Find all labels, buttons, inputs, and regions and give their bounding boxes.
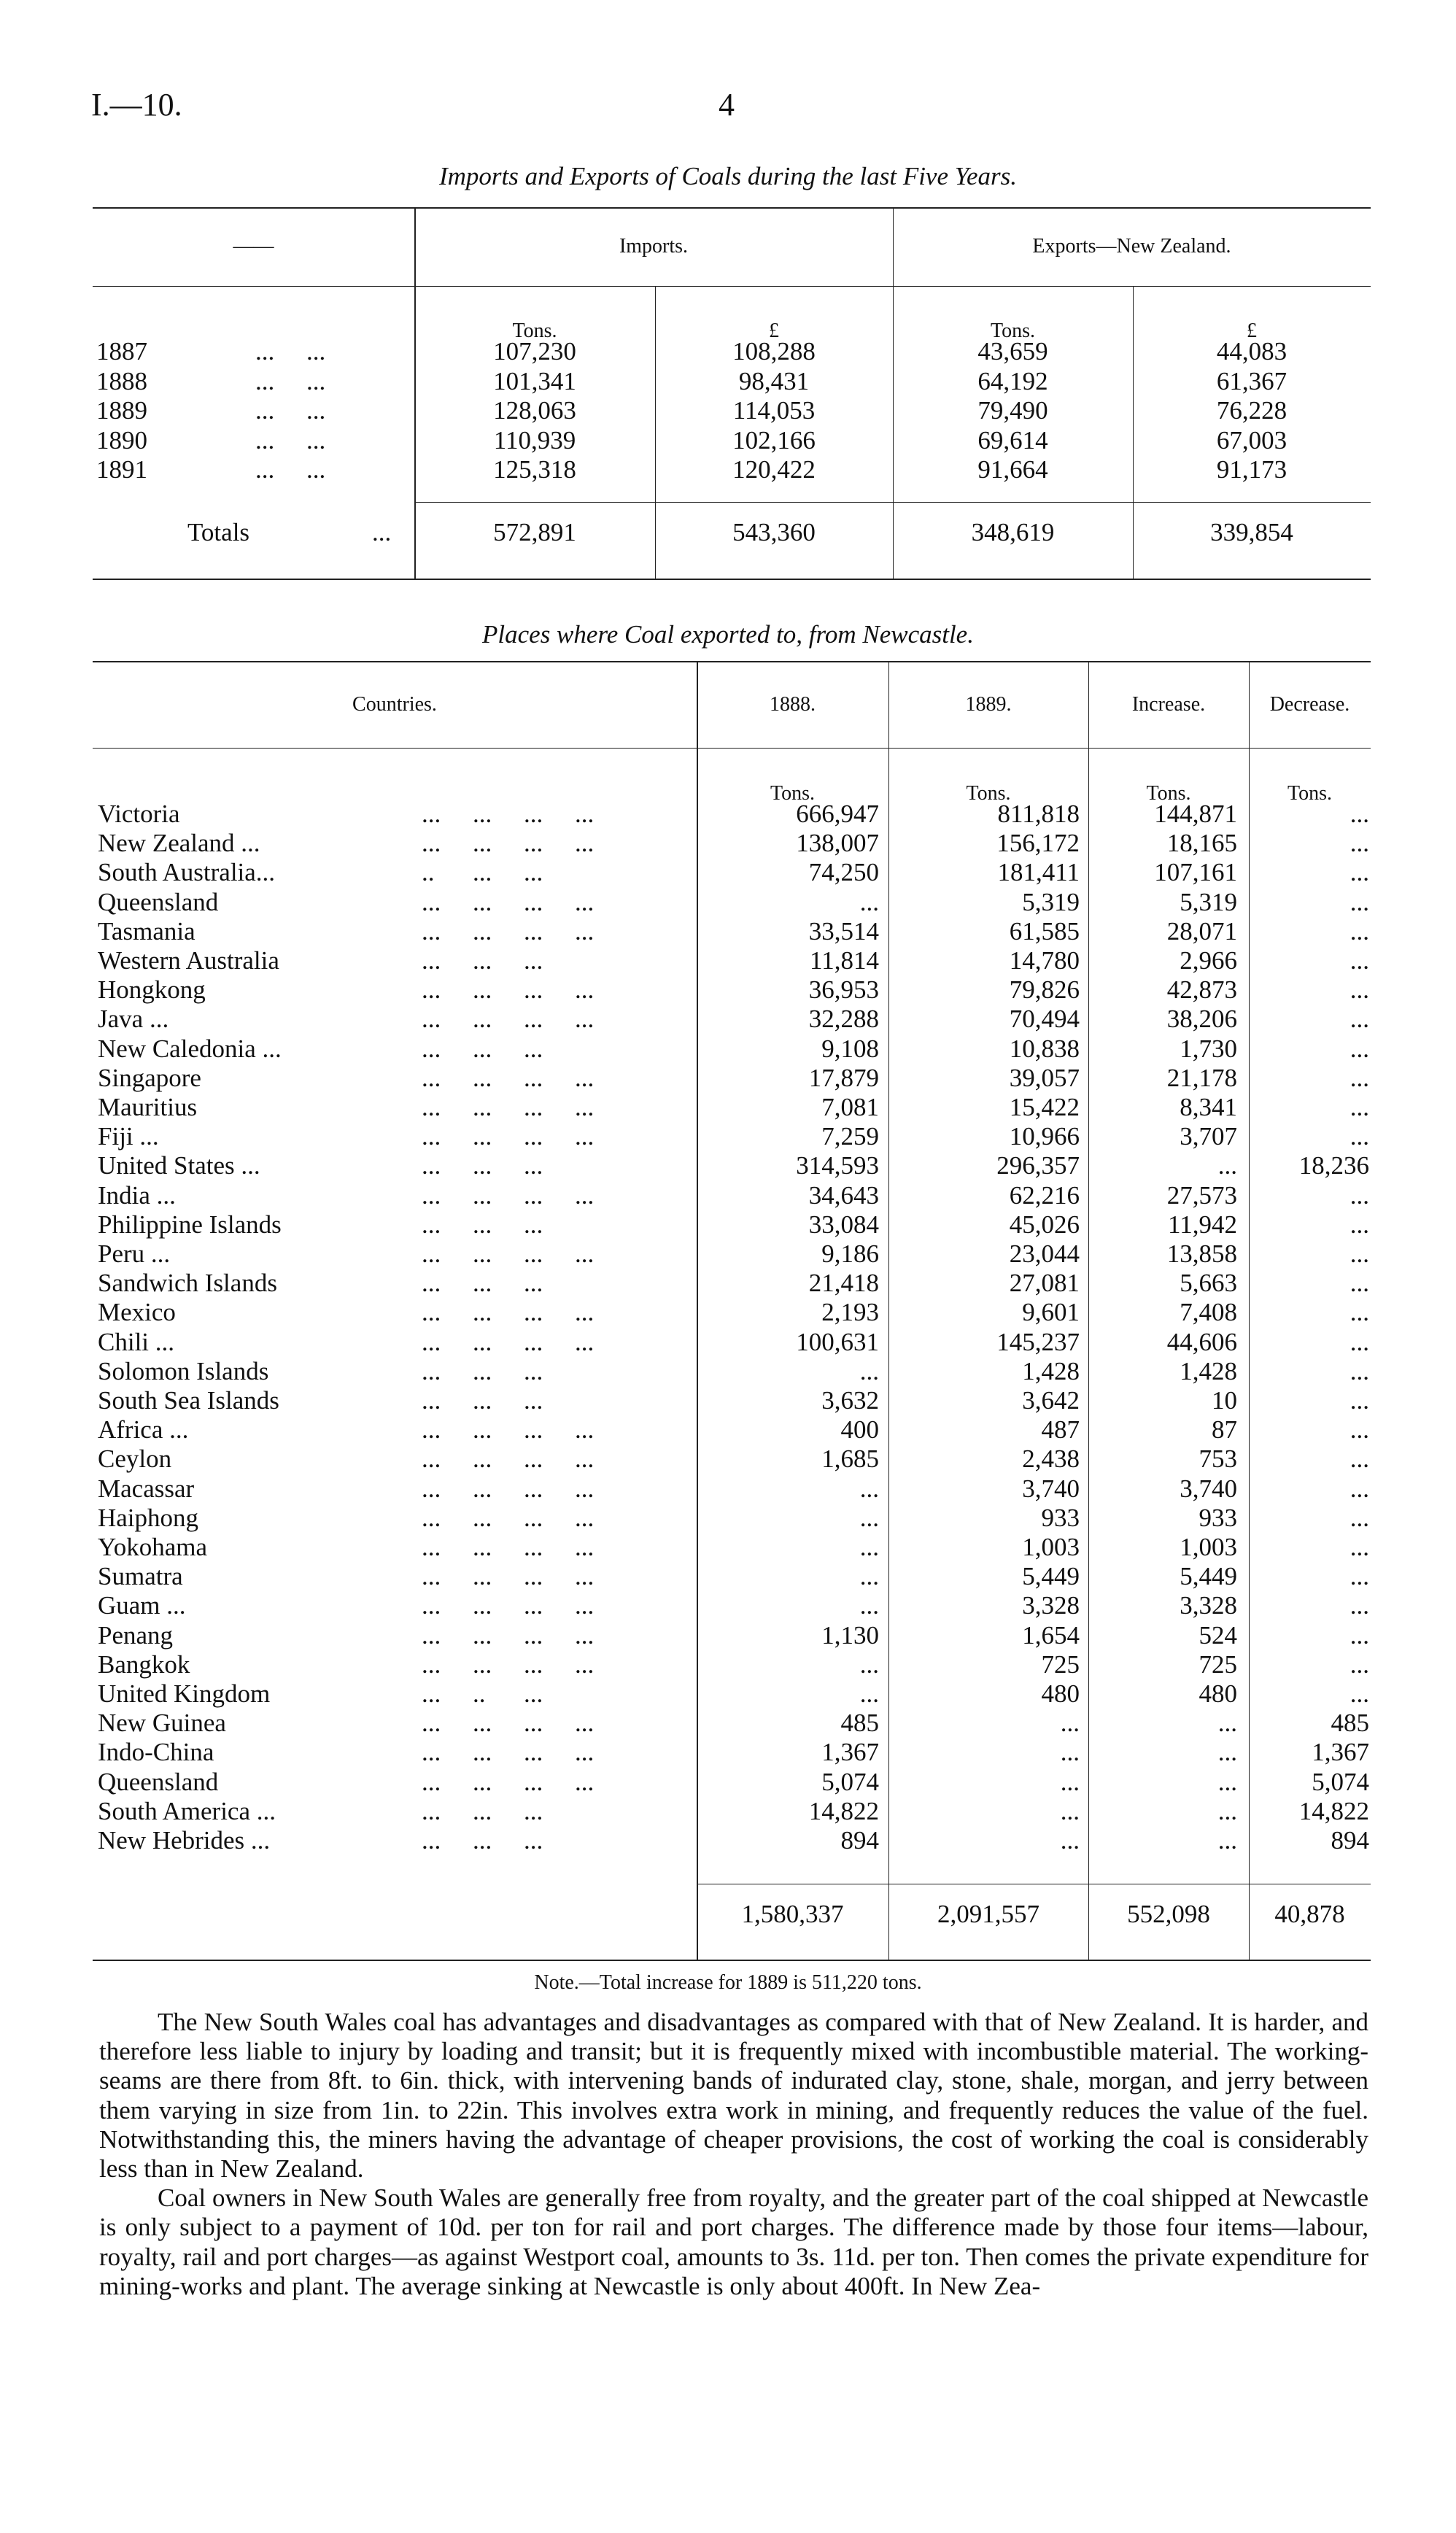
leader-dots: ... ... ...	[422, 1269, 543, 1298]
country-name: Queensland	[98, 887, 219, 916]
country-name: Guam ...	[98, 1591, 186, 1620]
table-cell: 9,601	[1022, 1298, 1080, 1327]
table-cell: ...	[1349, 946, 1369, 975]
leader-dots: ... ... ... ...	[422, 887, 595, 916]
table-cell: 114,053	[732, 396, 816, 425]
table-cell: 487	[1041, 1415, 1080, 1445]
table-cell: ...	[1349, 800, 1369, 828]
table-cell: 18,165	[1166, 829, 1237, 858]
row-year: 1888	[96, 366, 147, 395]
country-name: Java ...	[98, 1005, 169, 1034]
table-cell: ...	[1217, 1709, 1237, 1738]
table-cell: 5,074	[1312, 1767, 1369, 1796]
table-cell: 64,192	[977, 366, 1048, 395]
table-cell: 933	[1199, 1503, 1237, 1532]
table-cell: 9,108	[821, 1034, 879, 1063]
table-cell: 42,873	[1166, 975, 1237, 1005]
table-cell: 79,490	[977, 396, 1048, 425]
table-cell: 5,663	[1180, 1269, 1237, 1298]
country-name: New Zealand ...	[98, 829, 260, 858]
leader-dots: ... ... ... ...	[422, 1298, 595, 1327]
table-rule	[93, 207, 1371, 209]
table-cell: 894	[1331, 1826, 1369, 1855]
table-cell: 1,003	[1022, 1533, 1080, 1561]
country-name: Peru ...	[98, 1240, 171, 1268]
country-name: Western Australia	[98, 946, 279, 975]
leader-dots: ... ... ...	[422, 1356, 543, 1385]
country-name: Penang	[98, 1620, 174, 1650]
totals-label: Totals	[187, 518, 250, 546]
country-name: New Hebrides ...	[98, 1826, 271, 1855]
unit-label: £	[769, 320, 779, 342]
table-cell: 87	[1212, 1415, 1237, 1445]
table-cell: 2,438	[1022, 1445, 1080, 1474]
table-cell: ...	[859, 1533, 879, 1561]
table-cell: ...	[1060, 1767, 1080, 1796]
table-cell: 5,449	[1022, 1562, 1080, 1591]
table-cell: 1,428	[1022, 1356, 1080, 1385]
table-cell: 74,250	[808, 858, 879, 887]
leader-dots: ... ... ... ...	[422, 1709, 595, 1738]
table-cell: 5,319	[1022, 887, 1080, 916]
table-cell: 11,942	[1168, 1210, 1237, 1239]
table-cell: 5,074	[821, 1767, 879, 1796]
table-cell: 44,606	[1166, 1327, 1237, 1356]
table-cell: 2,966	[1180, 946, 1237, 975]
table-cell: ...	[1349, 1356, 1369, 1385]
table-cell: ...	[1217, 1151, 1237, 1180]
table-cell: 1,685	[821, 1445, 879, 1474]
leader-dots: ... .. ...	[422, 1679, 543, 1708]
table-cell: 27,573	[1166, 1180, 1237, 1210]
table-cell: 10,966	[1009, 1122, 1080, 1151]
table-cell: ...	[1349, 1034, 1369, 1063]
table-cell: ...	[1349, 1005, 1369, 1034]
table-cell: 45,026	[1009, 1210, 1080, 1239]
country-name: Bangkok	[98, 1650, 190, 1679]
page-number: 4	[719, 87, 735, 123]
table-cell: 400	[840, 1415, 879, 1445]
table-cell: ...	[1349, 1474, 1369, 1503]
leader-dots: ... ... ... ...	[422, 829, 595, 858]
country-name: Yokohama	[98, 1533, 208, 1561]
country-name: Haiphong	[98, 1503, 199, 1532]
table-cell: 480	[1199, 1679, 1237, 1708]
table-cell: 101,341	[493, 366, 576, 395]
table-cell: 7,408	[1180, 1298, 1237, 1327]
leader-dots: ... ... ...	[422, 946, 543, 975]
leader-dots: ... ... ...	[422, 1034, 543, 1063]
table-cell: 79,826	[1009, 975, 1080, 1005]
total-imports-tons: 572,891	[493, 518, 576, 546]
table-cell: ...	[1349, 1240, 1369, 1268]
table-cell: 91,173	[1216, 455, 1287, 484]
table-cell: ...	[1217, 1796, 1237, 1825]
countries-header: Countries.	[352, 693, 437, 716]
country-name: Sumatra	[98, 1562, 183, 1591]
table-cell: 125,318	[493, 455, 576, 484]
table-cell: 11,814	[810, 946, 879, 975]
table-cell: 10,838	[1009, 1034, 1080, 1063]
table-cell: 296,357	[996, 1151, 1080, 1180]
leader-dots: ... ... ... ...	[422, 1562, 595, 1591]
table-cell: 21,178	[1166, 1063, 1237, 1092]
year-1888-header: 1888.	[770, 693, 816, 716]
table-cell: ...	[1349, 1591, 1369, 1620]
total-imports-value: 543,360	[732, 518, 816, 546]
country-name: New Caledonia ...	[98, 1034, 282, 1063]
table-cell: 3,328	[1180, 1591, 1237, 1620]
row-year: 1889	[96, 396, 147, 425]
country-name: Victoria	[98, 800, 180, 828]
table-cell: ...	[1349, 1650, 1369, 1679]
leader-dots: ... ... ... ...	[422, 1005, 595, 1034]
document-reference: I.—10.	[91, 87, 182, 123]
table-cell: 894	[840, 1826, 879, 1855]
table-cell: 725	[1041, 1650, 1080, 1679]
leader-dots: ... ...	[255, 396, 326, 425]
country-name: Tasmania	[98, 916, 195, 945]
table-cell: ...	[1349, 1063, 1369, 1092]
country-name: New Guinea	[98, 1709, 226, 1738]
table-cell: ...	[1349, 1533, 1369, 1561]
table-cell: ...	[1349, 975, 1369, 1005]
unit-label: £	[1247, 320, 1257, 342]
table-cell: 485	[1331, 1709, 1369, 1738]
table-cell: 102,166	[732, 425, 816, 455]
leader-dots: ... ... ... ...	[422, 800, 595, 828]
table-cell: ...	[859, 1562, 879, 1591]
total-exports-tons: 348,619	[971, 518, 1055, 546]
table-cell: 9,186	[821, 1240, 879, 1268]
table-cell: ...	[1349, 1562, 1369, 1591]
leader-dots: ... ... ... ...	[422, 1415, 595, 1445]
leader-dots: ... ... ... ...	[422, 1180, 595, 1210]
body-text	[99, 2008, 1368, 2301]
leader-dots: ... ... ... ...	[422, 916, 595, 945]
table-cell: 10	[1212, 1386, 1237, 1415]
table-cell: 3,632	[821, 1386, 879, 1415]
leader-dots: ... ... ... ...	[422, 1240, 595, 1268]
unit-label: Tons.	[966, 782, 1011, 805]
table-cell: ...	[1217, 1826, 1237, 1855]
table-cell: 2,193	[821, 1298, 879, 1327]
table-cell: ...	[1349, 1679, 1369, 1708]
table-cell: 811,818	[997, 800, 1080, 828]
table-rule	[93, 1960, 1371, 1961]
table-cell: 14,822	[1298, 1796, 1369, 1825]
table-cell: ...	[1060, 1738, 1080, 1767]
table-cell: ...	[1349, 829, 1369, 858]
leader-dots: ... ... ...	[422, 1210, 543, 1239]
table-cell: 38,206	[1166, 1005, 1237, 1034]
table-cell: 23,044	[1009, 1240, 1080, 1268]
imports-table-title: Imports and Exports of Coals during the last Five Years.	[438, 162, 1018, 190]
table-cell: 145,237	[996, 1327, 1080, 1356]
table-cell: ...	[1349, 858, 1369, 887]
table-cell: ...	[1349, 1327, 1369, 1356]
places-table-title: Places where Coal exported to, from Newcastle.	[482, 620, 974, 649]
leader-dots: ... ... ...	[422, 1386, 543, 1415]
table-cell: ...	[859, 1474, 879, 1503]
leader-dots: ... ... ...	[422, 1826, 543, 1855]
table-cell: 27,081	[1009, 1269, 1080, 1298]
total-exports-value: 339,854	[1210, 518, 1293, 546]
table-cell: 15,422	[1009, 1093, 1080, 1121]
row-year: 1890	[96, 425, 147, 455]
row-year: 1891	[96, 455, 147, 484]
table-cell: ...	[1349, 1210, 1369, 1239]
table-cell: ...	[1217, 1738, 1237, 1767]
table-cell: 14,822	[808, 1796, 879, 1825]
table-cell: 108,288	[732, 337, 816, 366]
table-cell: 1,730	[1180, 1034, 1237, 1063]
total-1888: 1,580,337	[741, 1900, 844, 1928]
country-name: Queensland	[98, 1767, 219, 1796]
table-cell: 753	[1199, 1445, 1237, 1474]
table-cell: 107,161	[1154, 858, 1237, 887]
unit-label: Tons.	[770, 782, 816, 805]
country-name: Solomon Islands	[98, 1356, 269, 1385]
table-cell: ...	[859, 1503, 879, 1532]
table-cell: 33,514	[808, 916, 879, 945]
leader-dots: ... ... ... ...	[422, 1533, 595, 1561]
table-cell: 14,780	[1009, 946, 1080, 975]
table-cell: 76,228	[1216, 396, 1287, 425]
leader-dots: ... ...	[255, 337, 326, 366]
table-rule	[93, 748, 1371, 749]
table-cell: ...	[1349, 1180, 1369, 1210]
table-cell: ...	[1349, 1122, 1369, 1151]
unit-label: Tons.	[990, 320, 1036, 342]
table-cell: 138,007	[796, 829, 879, 858]
leader-dots: ... ... ... ...	[422, 1093, 595, 1121]
table-cell: 43,659	[977, 337, 1048, 366]
table-cell: 3,328	[1022, 1591, 1080, 1620]
table-cell: 1,130	[821, 1620, 879, 1650]
table-cell: 17,879	[808, 1063, 879, 1092]
leader-dots: ... ... ... ...	[422, 1474, 595, 1503]
total-1889: 2,091,557	[937, 1900, 1039, 1928]
table-cell: 91,664	[977, 455, 1048, 484]
country-name: Singapore	[98, 1063, 201, 1092]
table-cell: 1,367	[1312, 1738, 1369, 1767]
table-cell: ...	[1349, 1093, 1369, 1121]
table-cell: 39,057	[1009, 1063, 1080, 1092]
table-cell: 485	[840, 1709, 879, 1738]
leader-dots: .. ... ...	[422, 858, 543, 887]
table-cell: 21,418	[808, 1269, 879, 1298]
table-cell: ...	[1349, 1503, 1369, 1532]
table-cell: ...	[1060, 1826, 1080, 1855]
table-cell: ...	[1349, 1298, 1369, 1327]
country-name: Hongkong	[98, 975, 206, 1005]
leader-dots: ... ... ... ...	[422, 1122, 595, 1151]
country-name: Indo-China	[98, 1738, 214, 1767]
leader-dots: ... ... ... ...	[422, 1503, 595, 1532]
leader-dots: ... ... ... ...	[422, 1738, 595, 1767]
country-name: Philippine Islands	[98, 1210, 282, 1239]
table-cell: ...	[1217, 1767, 1237, 1796]
table-cell: 61,367	[1216, 366, 1287, 395]
unit-label: Tons.	[512, 320, 557, 342]
table-note: Note.—Total increase for 1889 is 511,220 tons.	[534, 1971, 922, 1994]
table-cell: 1,654	[1022, 1620, 1080, 1650]
country-name: South Australia...	[98, 858, 276, 887]
table-cell: 98,431	[738, 366, 810, 395]
leader-dots: ... ... ... ...	[422, 1063, 595, 1092]
leader-dots: ... ... ... ...	[422, 1620, 595, 1650]
table-cell: 3,707	[1180, 1122, 1237, 1151]
table-cell: 36,953	[808, 975, 879, 1005]
table-cell: 524	[1199, 1620, 1237, 1650]
table-cell: ...	[1349, 887, 1369, 916]
row-year: 1887	[96, 337, 147, 366]
imports-group-header: Imports.	[619, 235, 689, 258]
table-cell: 1,003	[1180, 1533, 1237, 1561]
table-cell: ...	[1349, 1445, 1369, 1474]
table-cell: 34,643	[808, 1180, 879, 1210]
table-cell: ...	[859, 1679, 879, 1708]
table-cell: 3,740	[1180, 1474, 1237, 1503]
table-cell: ...	[859, 1591, 879, 1620]
table-cell: 110,939	[493, 425, 576, 455]
table-cell: ...	[859, 1650, 879, 1679]
table-cell: 18,236	[1298, 1151, 1369, 1180]
leader-dots: ...	[372, 518, 392, 546]
table-cell: ...	[1349, 1620, 1369, 1650]
table-cell: ...	[1349, 1386, 1369, 1415]
table-cell: 100,631	[796, 1327, 879, 1356]
country-name: South America ...	[98, 1796, 276, 1825]
leader-dots: ... ... ... ...	[422, 1591, 595, 1620]
table-cell: 8,341	[1180, 1093, 1237, 1121]
country-name: Mexico	[98, 1298, 176, 1327]
table-rule	[93, 286, 1371, 287]
table-cell: ...	[1060, 1709, 1080, 1738]
table-cell: 62,216	[1009, 1180, 1080, 1210]
table-cell: ...	[859, 1356, 879, 1385]
country-name: United Kingdom	[98, 1679, 271, 1708]
table-cell: 933	[1041, 1503, 1080, 1532]
table-cell: 144,871	[1154, 800, 1237, 828]
country-name: Ceylon	[98, 1445, 172, 1474]
table-cell: ...	[859, 887, 879, 916]
table-cell: 5,319	[1180, 887, 1237, 916]
table-cell: 5,449	[1180, 1562, 1237, 1591]
leader-dots: ... ... ...	[422, 1796, 543, 1825]
table-cell: 28,071	[1166, 916, 1237, 945]
increase-header: Increase.	[1131, 693, 1206, 716]
country-name: South Sea Islands	[98, 1386, 279, 1415]
year-1889-header: 1889.	[965, 693, 1012, 716]
table-cell: 33,084	[808, 1210, 879, 1239]
table-cell: 480	[1041, 1679, 1080, 1708]
leader-dots: ... ... ... ...	[422, 1445, 595, 1474]
table-cell: 13,858	[1166, 1240, 1237, 1268]
corner-dash: ——	[233, 235, 274, 258]
table-rule	[93, 661, 1371, 662]
table-cell: 44,083	[1216, 337, 1287, 366]
table-cell: 120,422	[732, 455, 816, 484]
table-rule	[93, 579, 1371, 580]
paragraph: Coal owners in New South Wales are generally free from royalty, and the greater part of the coal shipped at Newcastle is only subject to a payment of 10d. per ton for rail and port charges. The difference made by those four items—labour, royalty, rail and port charges—as against Westport coal, amounts to 3s. 11d. per ton. Then comes the private expenditure for mining-works and plant. The average sinking at Newcastle is only about 400ft. In New Zea-	[99, 2184, 1368, 2300]
country-name: Africa ...	[98, 1415, 189, 1445]
table-cell: ...	[1349, 1415, 1369, 1445]
country-name: India ...	[98, 1180, 176, 1210]
table-cell: 67,003	[1216, 425, 1287, 455]
total-decrease: 40,878	[1274, 1900, 1345, 1928]
table-cell: 69,614	[977, 425, 1048, 455]
unit-label: Tons.	[1146, 782, 1191, 805]
table-cell: 3,642	[1022, 1386, 1080, 1415]
leader-dots: ... ... ... ...	[422, 975, 595, 1005]
table-cell: 314,593	[796, 1151, 879, 1180]
leader-dots: ... ... ... ...	[422, 1767, 595, 1796]
decrease-header: Decrease.	[1269, 693, 1350, 716]
exports-group-header: Exports—New Zealand.	[1032, 235, 1231, 258]
country-name: United States ...	[98, 1151, 260, 1180]
table-cell: 156,172	[996, 829, 1080, 858]
leader-dots: ... ... ...	[422, 1151, 543, 1180]
leader-dots: ... ... ... ...	[422, 1650, 595, 1679]
table-cell: 61,585	[1009, 916, 1080, 945]
leader-dots: ... ...	[255, 366, 326, 395]
leader-dots: ... ... ... ...	[422, 1327, 595, 1356]
table-cell: ...	[1349, 1269, 1369, 1298]
table-cell: 32,288	[808, 1005, 879, 1034]
country-name: Macassar	[98, 1474, 195, 1503]
country-name: Mauritius	[98, 1093, 198, 1121]
table-cell: 70,494	[1009, 1005, 1080, 1034]
country-name: Fiji ...	[98, 1122, 159, 1151]
table-cell: 7,081	[821, 1093, 879, 1121]
table-cell: 7,259	[821, 1122, 879, 1151]
table-cell: 3,740	[1022, 1474, 1080, 1503]
leader-dots: ... ...	[255, 425, 326, 455]
country-name: Sandwich Islands	[98, 1269, 277, 1298]
table-cell: 107,230	[493, 337, 576, 366]
country-name: Chili ...	[98, 1327, 175, 1356]
leader-dots: ... ...	[255, 455, 326, 484]
table-cell: 1,428	[1180, 1356, 1237, 1385]
table-cell: 128,063	[493, 396, 576, 425]
table-cell: ...	[1349, 916, 1369, 945]
table-cell: 666,947	[796, 800, 879, 828]
table-cell: ...	[1060, 1796, 1080, 1825]
unit-label: Tons.	[1287, 782, 1333, 805]
table-cell: 1,367	[821, 1738, 879, 1767]
table-cell: 181,411	[997, 858, 1080, 887]
paragraph: The New South Wales coal has advantages and disadvantages as compared with that of New Zealand. It is harder, and therefore less liable to injury by loading and transit; but it is frequently mixed with incombustible material. The working-seams are there from 8ft. to 6in. thick, with intervening bands of indurated clay, stone, shale, morgan, and jerry between them varying in size from 1in. to 22in. This involves extra work in mining, and frequently reduces the value of the fuel. Notwithstanding this, the miners having the advantage of cheaper provisions, the cost of working the coal is considerably less than in New Zealand.	[99, 2008, 1368, 2184]
table-cell: 725	[1199, 1650, 1237, 1679]
total-increase: 552,098	[1127, 1900, 1210, 1928]
